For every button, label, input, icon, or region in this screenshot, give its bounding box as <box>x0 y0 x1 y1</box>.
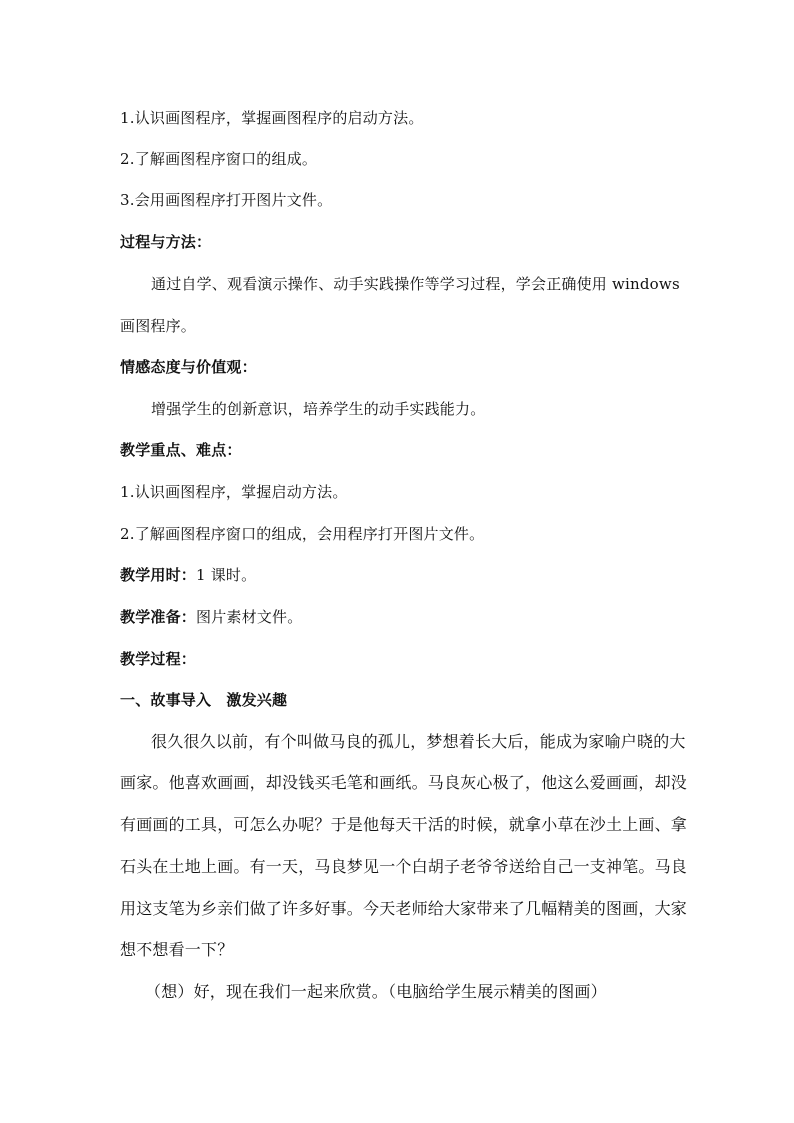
story-line-4: 石头在土地上画。有一天，马良梦见一个白胡子老爷爷送给自己一支神笔。马良 <box>120 857 688 876</box>
teaching-time <box>120 565 256 585</box>
teaching-time-label: 教学用时： <box>120 566 197 584</box>
keypoint-1: 1.认识画图程序，掌握启动方法。 <box>120 483 348 501</box>
process-heading: 过程与方法： <box>120 233 212 251</box>
procedure-heading: 教学过程： <box>120 650 197 668</box>
process-line-2: 画图程序。 <box>120 317 197 335</box>
teaching-prep <box>120 607 302 627</box>
keypoints-heading: 教学重点、难点： <box>120 441 242 459</box>
story-line-1: 很久很久以前，有个叫做马良的孤儿，梦想着长大后，能成为家喻户晓的大 <box>151 732 686 751</box>
objective-3: 3.会用画图程序打开图片文件。 <box>120 191 333 209</box>
attitude-heading: 情感态度与价值观： <box>120 358 257 376</box>
keypoint-2: 2.了解画图程序窗口的组成，会用程序打开图片文件。 <box>120 525 485 543</box>
teaching-time-value: 1 课时。 <box>196 566 257 584</box>
attitude-text: 增强学生的创新意识，培养学生的动手实践能力。 <box>151 400 486 418</box>
process-line-1: 通过自学、观看演示操作、动手实践操作等学习过程，学会正确使用 windows <box>151 275 680 293</box>
story-line-2: 画家。他喜欢画画，却没钱买毛笔和画纸。马良灰心极了，他这么爱画画，却没 <box>120 773 688 792</box>
story-line-3: 有画画的工具，可怎么办呢？于是他每天干活的时候，就拿小草在沙土上画、拿 <box>120 815 688 834</box>
objective-1: 1.认识画图程序，掌握画图程序的启动方法。 <box>120 109 424 127</box>
section1-heading: 一、故事导入 激发兴趣 <box>120 691 288 709</box>
response-line: （想）好，现在我们一起来欣赏。（电脑给学生展示精美的图画） <box>145 982 607 1001</box>
teaching-prep-label: 教学准备： <box>120 608 197 626</box>
teaching-prep-value: 图片素材文件。 <box>196 608 303 626</box>
story-line-5: 用这支笔为乡亲们做了许多好事。今天老师给大家带来了几幅精美的图画，大家 <box>120 899 688 918</box>
story-line-6: 想不想看一下？ <box>120 940 234 959</box>
objective-2: 2.了解画图程序窗口的组成。 <box>120 150 318 168</box>
